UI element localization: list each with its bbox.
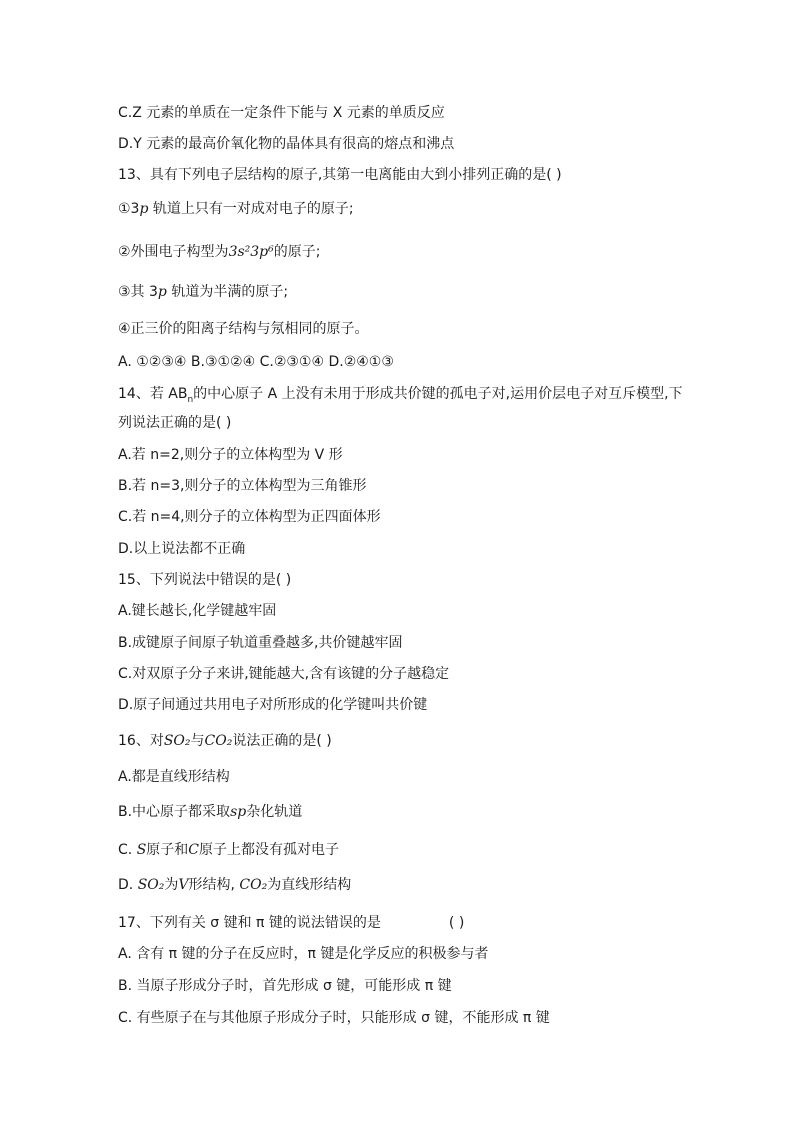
q16-stem-prefix: 16、对 bbox=[118, 733, 164, 749]
q16-option-b-hybrid: sp bbox=[230, 804, 247, 820]
q13-stem: 13、具有下列电子层结构的原子,其第一电离能由大到小排列正确的是( ) bbox=[118, 167, 562, 183]
q16-option-c bbox=[118, 841, 339, 859]
q14-stem-line-2: 列说法正确的是( ) bbox=[118, 415, 232, 431]
q13-item-2-formula: 3s²3p⁶ bbox=[228, 244, 274, 260]
q13-options: A. ①②③④ B.③①②④ C.②③①④ D.②④①③ bbox=[118, 354, 394, 370]
q13-item-1 bbox=[118, 200, 354, 218]
q15-option-d: D.原子间通过共用电子对所形成的化学键叫共价键 bbox=[118, 697, 428, 713]
q17-stem bbox=[118, 914, 464, 932]
q13-item-1-orbital: p bbox=[139, 201, 149, 217]
q13-item-3-text: 轨道为半满的原子; bbox=[166, 284, 289, 300]
q16-option-d bbox=[118, 876, 351, 894]
q13-item-3 bbox=[118, 283, 288, 301]
q16-option-c-text: 原子上都没有孤对电子 bbox=[199, 842, 339, 858]
q16-co2-formula: CO₂ bbox=[204, 733, 233, 749]
q16-stem bbox=[118, 732, 332, 750]
q16-option-c-sulfur: S bbox=[136, 842, 147, 858]
q14-stem bbox=[118, 385, 683, 403]
q16-option-d-mid2: 形结构, bbox=[188, 877, 240, 893]
q16-option-d-text: 为直线形结构 bbox=[267, 877, 352, 893]
q16-stem-conjunction: 与 bbox=[190, 733, 205, 749]
q13-item-2-text: 的原子; bbox=[273, 244, 321, 260]
q17-option-a: A. 含有 π 键的分子在反应时，π 键是化学反应的积极参与者 bbox=[118, 946, 489, 962]
q14-stem-text: 的中心原子 A 上没有未用于形成共价键的孤电子对,运用价层电子对互斥模型,下 bbox=[193, 386, 683, 402]
q16-option-d-prefix: D. bbox=[118, 877, 138, 893]
q13-item-2 bbox=[118, 243, 320, 261]
q15-option-c: C.对双原子分子来讲,键能越大,含有该键的分子越稳定 bbox=[118, 666, 450, 682]
q14-stem-subscript: n bbox=[187, 394, 194, 405]
q16-option-b-prefix: B.中心原子都采取 bbox=[118, 804, 231, 820]
q14-option-a: A.若 n=2,则分子的立体构型为 V 形 bbox=[118, 447, 343, 463]
q17-option-c: C. 有些原子在与其他原子形成分子时，只能形成 σ 键，不能形成 π 键 bbox=[118, 1010, 550, 1026]
q16-stem-text: 说法正确的是( ) bbox=[232, 733, 332, 749]
q14-option-c: C.若 n=4,则分子的立体构型为正四面体形 bbox=[118, 509, 381, 525]
q16-option-c-mid: 原子和 bbox=[146, 842, 189, 858]
q13-item-3-orbital: p bbox=[157, 284, 167, 300]
q15-stem: 15、下列说法中错误的是( ) bbox=[118, 572, 292, 588]
q12-option-d: D.Y 元素的最高价氧化物的晶体具有很高的熔点和沸点 bbox=[118, 136, 455, 152]
q17-answer-blank: ( ) bbox=[448, 915, 465, 931]
q15-option-b: B.成键原子间原子轨道重叠越多,共价键越牢固 bbox=[118, 635, 403, 651]
q16-option-d-so2: SO₂ bbox=[137, 877, 165, 893]
q16-option-d-v: V bbox=[178, 877, 189, 893]
q16-option-c-prefix: C. bbox=[118, 842, 137, 858]
q12-option-c: C.Z 元素的单质在一定条件下能与 X 元素的单质反应 bbox=[118, 105, 445, 121]
q17-stem-text: 17、下列有关 σ 键和 π 键的说法错误的是 bbox=[118, 915, 381, 931]
q13-item-2-prefix: ②外围电子构型为 bbox=[118, 244, 229, 260]
q16-so2-formula: SO₂ bbox=[163, 733, 191, 749]
q14-option-d: D.以上说法都不正确 bbox=[118, 541, 246, 557]
q16-option-b-text: 杂化轨道 bbox=[246, 804, 303, 820]
q13-item-1-prefix: ①3 bbox=[118, 201, 140, 217]
q13-item-1-text: 轨道上只有一对成对电子的原子; bbox=[148, 201, 354, 217]
q16-option-b bbox=[118, 803, 302, 821]
q16-option-d-mid1: 为 bbox=[164, 877, 179, 893]
q16-option-d-co2: CO₂ bbox=[239, 877, 268, 893]
q13-item-3-prefix: ③其 3 bbox=[118, 284, 158, 300]
q14-option-b: B.若 n=3,则分子的立体构型为三角锥形 bbox=[118, 478, 367, 494]
q13-item-4: ④正三价的阳离子结构与氖相同的原子。 bbox=[118, 321, 369, 337]
q16-option-a: A.都是直线形结构 bbox=[118, 769, 230, 785]
q15-option-a: A.键长越长,化学键越牢固 bbox=[118, 603, 277, 619]
q17-option-b: B. 当原子形成分子时，首先形成 σ 键，可能形成 π 键 bbox=[118, 978, 452, 994]
q14-stem-prefix: 14、若 AB bbox=[118, 386, 188, 402]
q16-option-c-carbon: C bbox=[188, 842, 199, 858]
